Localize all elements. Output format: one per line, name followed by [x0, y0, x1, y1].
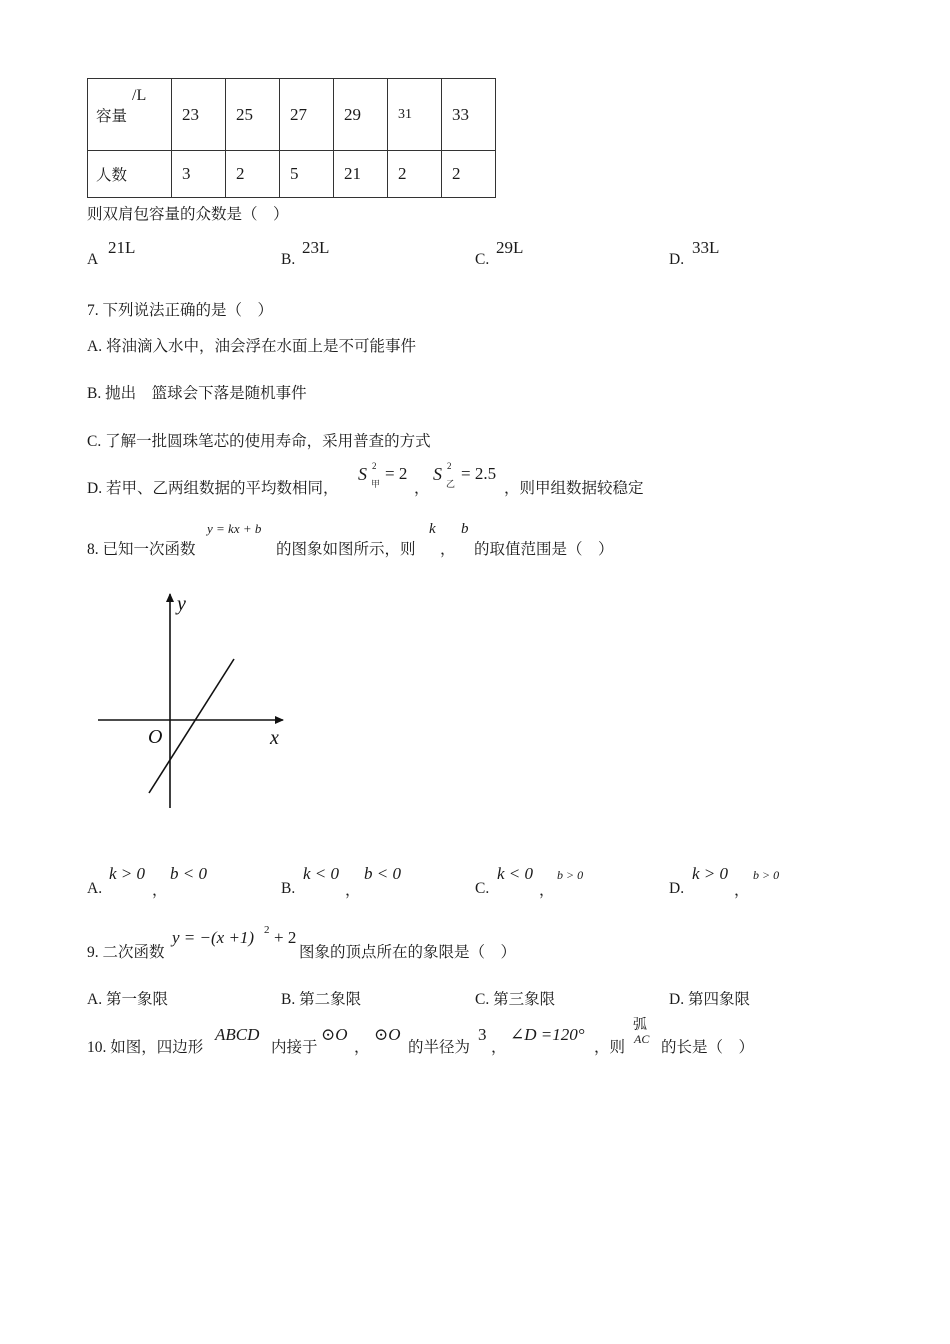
condition-k: k < 0: [497, 864, 534, 883]
formula: + 2: [274, 928, 297, 947]
condition-b: b > 0: [753, 868, 780, 882]
option-letter: B.: [281, 251, 296, 268]
variance-value: = 2: [385, 464, 408, 483]
table-cell: 33: [442, 79, 496, 151]
condition-b: b > 0: [557, 868, 584, 882]
q7-option-c[interactable]: C. 了解一批圆珠笔芯的使用寿命，采用普查的方式: [87, 433, 431, 450]
table-cell: 21: [334, 151, 388, 198]
superscript: 2: [372, 461, 377, 471]
formula: y = −(x +1): [172, 928, 255, 947]
arc-label: AC: [634, 1032, 650, 1046]
option-value: 21L: [108, 238, 136, 257]
origin-label: O: [148, 726, 163, 748]
table-cell: 27: [280, 79, 334, 151]
option-letter: C.: [475, 251, 490, 268]
table-row-label: [88, 79, 172, 151]
x-axis-label: x: [270, 727, 279, 749]
q9-option-a[interactable]: A. 第一象限: [87, 991, 168, 1008]
condition-k: k < 0: [303, 864, 340, 883]
option-letter: D.: [669, 880, 685, 897]
capacity-label: 容量: [96, 107, 128, 125]
option-value: 29L: [496, 238, 524, 257]
variance-value: = 2.5: [461, 464, 497, 483]
table-row: [88, 79, 496, 151]
variance-symbol: S: [433, 464, 442, 484]
question-text: 的长是（ ）: [661, 1039, 755, 1056]
circle-symbol: ⊙O: [321, 1025, 348, 1044]
option-letter: A: [87, 251, 99, 268]
subscript: 甲: [371, 479, 381, 489]
radius-value: 3: [478, 1025, 487, 1044]
circle-symbol: ⊙O: [374, 1025, 401, 1044]
question-text: 的半径为: [408, 1039, 471, 1056]
variable-k: k: [429, 521, 436, 537]
q7-option-a[interactable]: A. 将油滴入水中，油会浮在水面上是不可能事件: [87, 338, 416, 355]
quadrilateral-name: ABCD: [215, 1025, 260, 1044]
question-text: 10. 如图，四边形: [87, 1039, 204, 1056]
unit-label: /L: [132, 87, 147, 104]
table-row: [88, 151, 496, 198]
variance-symbol: S: [358, 464, 367, 484]
table-cell: 23: [172, 79, 226, 151]
capacity-table: [87, 78, 496, 198]
angle-expression: ∠D =120°: [510, 1025, 585, 1044]
formula-exponent: 2: [264, 924, 270, 936]
comma: ，: [491, 1039, 507, 1056]
q9-option-d[interactable]: D. 第四象限: [669, 991, 750, 1008]
condition-k: k > 0: [109, 864, 146, 883]
comma: ，: [345, 882, 361, 899]
comma: ，: [354, 1039, 370, 1056]
table-cell: 31: [388, 79, 442, 151]
comma: ，: [414, 480, 430, 497]
comma: ，: [539, 882, 555, 899]
comma: ，: [440, 541, 456, 558]
comma: ，: [152, 882, 168, 899]
condition-k: k > 0: [692, 864, 729, 883]
option-text: D. 若甲、乙两组数据的平均数相同，: [87, 480, 339, 497]
arc-symbol: 弧: [633, 1018, 647, 1033]
question-text: 8. 已知一次函数: [87, 541, 196, 558]
table-cell: 2: [442, 151, 496, 198]
comma: ，: [734, 882, 750, 899]
q7-option-b[interactable]: B. 抛出 篮球会下落是随机事件: [87, 385, 307, 402]
table-cell: 29: [334, 79, 388, 151]
option-letter: C.: [475, 880, 490, 897]
table-cell: 2: [388, 151, 442, 198]
table-cell: 5: [280, 151, 334, 198]
q6-question: 则双肩包容量的众数是（ ）: [87, 206, 289, 223]
option-text: ，则甲组数据较稳定: [504, 480, 644, 497]
table-cell: 25: [226, 79, 280, 151]
condition-b: b < 0: [364, 864, 401, 883]
subscript: 乙: [446, 479, 456, 489]
superscript: 2: [447, 461, 452, 471]
option-letter: B.: [281, 880, 296, 897]
condition-b: b < 0: [170, 864, 207, 883]
question-text: 9. 二次函数: [87, 944, 165, 961]
option-value: 33L: [692, 238, 720, 257]
table-cell: 2: [226, 151, 280, 198]
q7-question: 7. 下列说法正确的是（ ）: [87, 302, 274, 319]
question-text: 的图象如图所示，则: [276, 541, 416, 558]
table-cell: 3: [172, 151, 226, 198]
q9-option-c[interactable]: C. 第三象限: [475, 991, 556, 1008]
variable-b: b: [461, 521, 469, 537]
linear-function-graph: [90, 585, 300, 815]
question-text: 的取值范围是（ ）: [474, 541, 614, 558]
question-text: ，则: [594, 1039, 626, 1056]
question-text: 内接于: [271, 1039, 318, 1056]
option-letter: D.: [669, 251, 685, 268]
y-axis-label: y: [177, 593, 186, 615]
formula: y = kx + b: [207, 521, 262, 536]
option-letter: A.: [87, 880, 103, 897]
table-row-label: 人数: [88, 151, 172, 198]
question-text: 图象的顶点所在的象限是（ ）: [299, 944, 517, 961]
option-value: 23L: [302, 238, 330, 257]
q9-option-b[interactable]: B. 第二象限: [281, 991, 362, 1008]
